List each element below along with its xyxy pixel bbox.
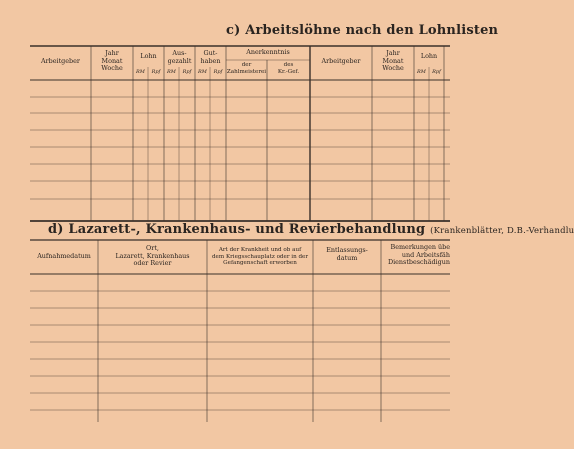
wage-rpf-label-2: Rpf <box>432 69 441 75</box>
wage-rm-label: RM <box>136 69 145 75</box>
admission-date-header: Aufnahmedatum <box>37 252 91 260</box>
wage-rpf-label: Rpf <box>151 69 161 75</box>
wage-rm-label-2: RM <box>417 69 426 75</box>
paymaster-label: Zahlmeisterei <box>226 69 267 75</box>
ack-of-label: der <box>241 62 252 68</box>
acknowledgment-header: Anerkenntnis <box>246 48 290 56</box>
section-d-title-text: d) Lazarett-, Krankenhaus- und Revierbehandlung <box>48 222 426 237</box>
employer-header-2: Arbeitgeber <box>321 57 361 65</box>
section-d-title <box>48 222 574 237</box>
kr-gef-label: Kr.-Gef. <box>277 69 300 75</box>
period-header: Jahr Monat Woche <box>101 49 123 73</box>
paid-out-header: Aus- gezahlt <box>167 49 192 65</box>
period-header-2: Jahr Monat Woche <box>382 49 404 73</box>
paid-rm-label: RM <box>167 69 176 75</box>
wage-header: Lohn <box>140 52 157 60</box>
discharge-date-header: Entlassungs- datum <box>326 246 368 262</box>
place-header: Ort, Lazarett, Krankenhaus oder Revier <box>115 244 190 268</box>
paid-rpf-label: Rpf <box>182 69 192 75</box>
illness-header: Art der Krankheit und ob auf dem Kriegsschauplatz oder in der Gefangenschaft erworben <box>211 247 309 267</box>
credit-rpf-label: Rpf <box>213 69 223 75</box>
section-d-subtitle: (Krankenblätter, D.B.-Verhandlu <box>430 226 574 236</box>
ack-of2-label: des <box>283 62 294 68</box>
section-c-title: c) Arbeitslöhne nach den Lohnlisten <box>226 23 499 38</box>
remarks-header: Bemerkungen übe und Arbeitsfäh Dienstbeschädigun <box>387 243 450 267</box>
credit-rm-label: RM <box>198 69 207 75</box>
credit-header: Gut- haben <box>200 49 221 65</box>
employer-header: Arbeitgeber <box>41 57 80 65</box>
wage-header-2: Lohn <box>420 52 438 60</box>
